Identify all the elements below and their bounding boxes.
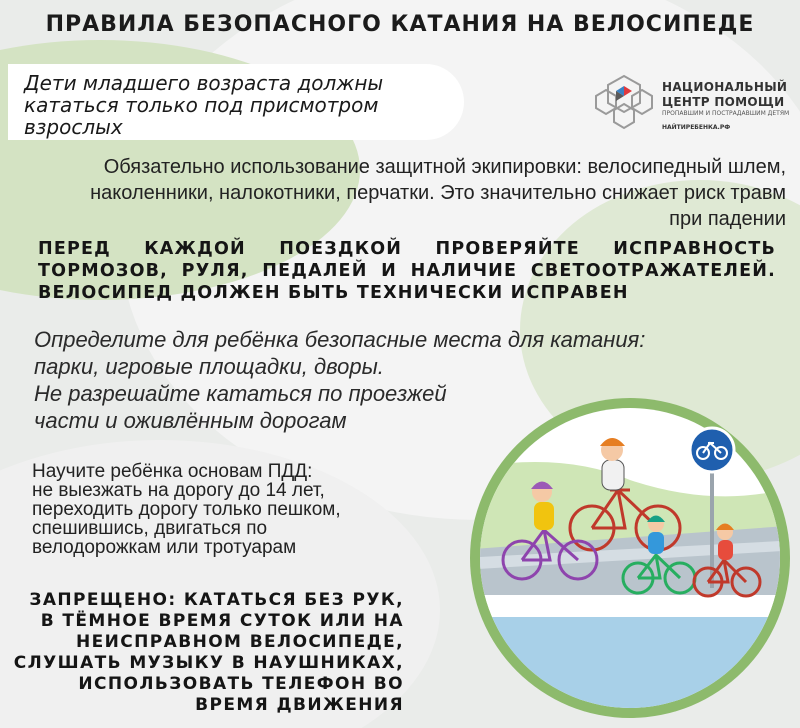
tip-forbidden-line: СЛУШАТЬ МУЗЫКУ В НАУШНИКАХ, [13,653,404,673]
tip-places-line: Определите для ребёнка безопасные места для катания: [34,327,646,352]
tip-forbidden-line: В ТЁМНОЕ ВРЕМЯ СУТОК ИЛИ НА [40,611,404,631]
tip-rules-line: переходить дорогу только пешком, [32,499,341,520]
tip-forbidden-line: ИСПОЛЬЗОВАТЬ ТЕЛЕФОН ВО [78,674,404,694]
cycling-family-illustration [460,390,800,728]
tip-rules-line: не выезжать на дорогу до 14 лет, [32,480,325,501]
tip-check: ПЕРЕД КАЖДОЙ ПОЕЗДКОЙ ПРОВЕРЯЙТЕ ИСПРАВНОСТЬ ТОРМОЗОВ, РУЛЯ, ПЕДАЛЕЙ И НАЛИЧИЕ СВЕТООТРАЖАТЕЛЕЙ. ВЕЛОСИПЕД ДОЛЖЕН БЫТЬ ТЕХНИЧЕСКИ ИСПРАВЕН [38,239,776,303]
tip-forbidden-line: ЗАПРЕЩЕНО: КАТАТЬСЯ БЕЗ РУК, [29,590,404,610]
tip-rules-line: велодорожкам или тротуарам [32,537,297,558]
tip-rules-line: Научите ребёнка основам ПДД: [32,461,313,482]
tip-equipment: Обязательно использование защитной экипировки: велосипедный шлем, наколенники, налокотники, перчатки. Это значительно снижает риск травм при падении [90,156,786,230]
logo-website: НАЙТИРЕБЕНКА.РФ [662,124,731,131]
logo-title-line2: ЦЕНТР ПОМОЩИ [662,95,785,109]
organization-logo [592,72,792,132]
tip-places-line: Не разрешайте кататься по проезжей [34,381,447,406]
tip-places-line: парки, игровые площадки, дворы. [34,354,384,379]
tip-traffic-rules [32,462,412,557]
tip-supervision: Дети младшего возраста должны кататься только под присмотром взрослых [8,64,464,140]
hexagon-cube-logo-icon [592,72,656,132]
tip-places-line: части и оживлённым дорогам [34,408,347,433]
logo-title-line1: НАЦИОНАЛЬНЫЙ [662,80,788,94]
logo-subtitle: ПРОПАВШИМ И ПОСТРАДАВШИМ ДЕТЯМ [662,110,790,117]
tip-rules-line: спешившись, двигаться по [32,518,268,539]
page-title: ПРАВИЛА БЕЗОПАСНОГО КАТАНИЯ НА ВЕЛОСИПЕДЕ [45,12,755,37]
tip-forbidden-line: НЕИСПРАВНОМ ВЕЛОСИПЕДЕ, [76,632,404,652]
tip-forbidden-line: ВРЕМЯ ДВИЖЕНИЯ [195,695,404,715]
tip-forbidden [4,590,404,716]
